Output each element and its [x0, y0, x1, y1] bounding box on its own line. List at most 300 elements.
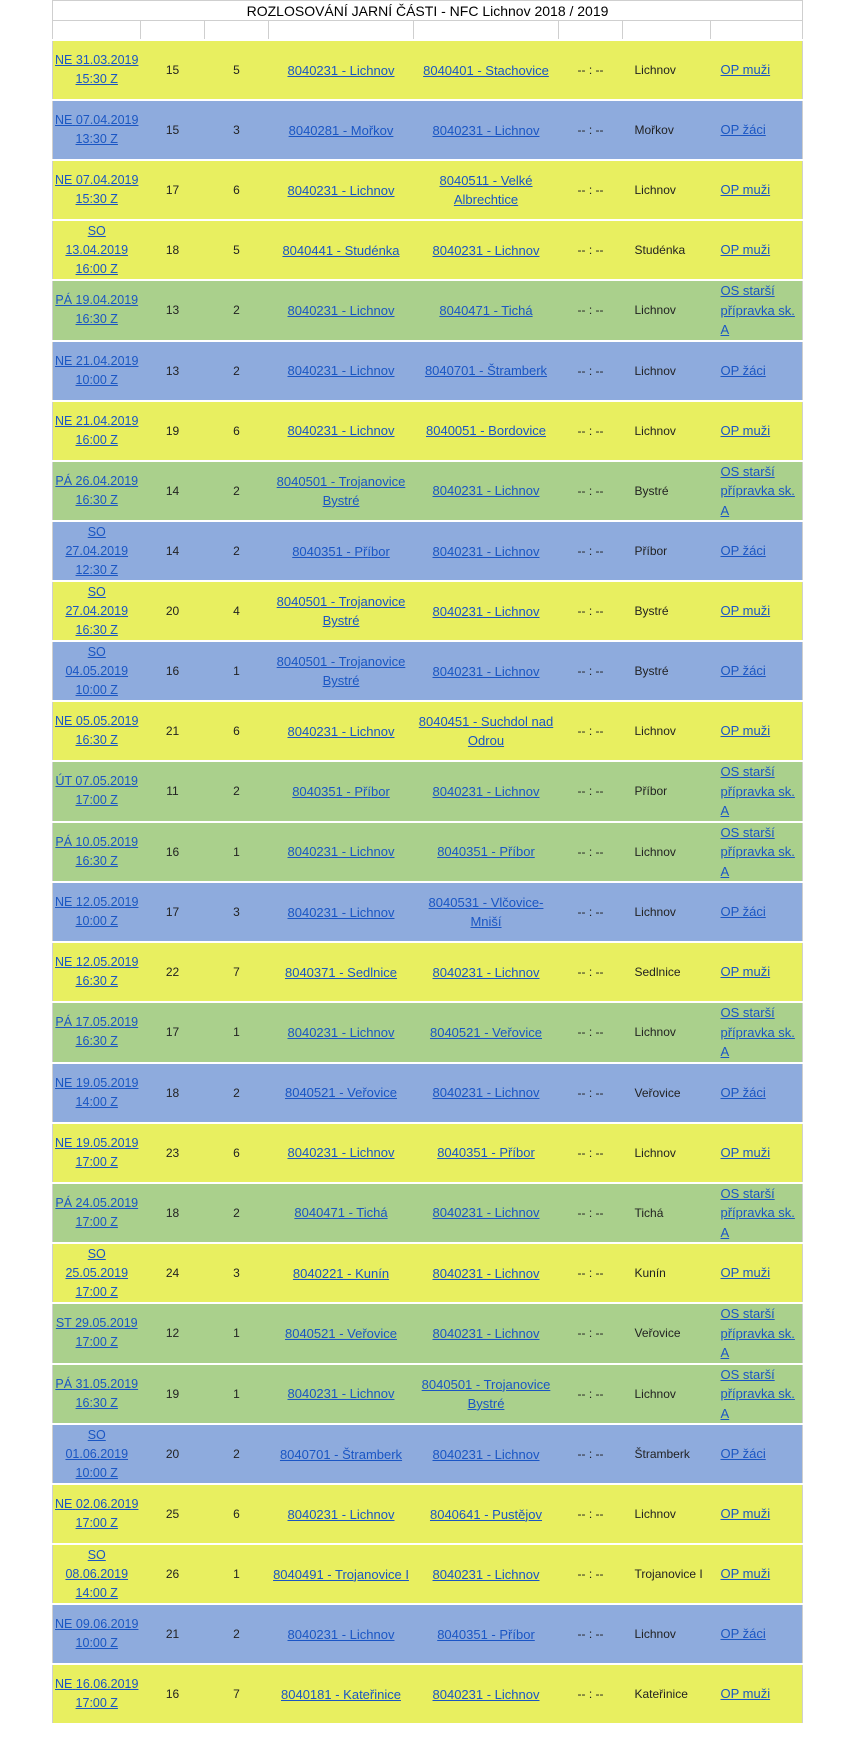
- score-cell: -- : --: [559, 1364, 623, 1425]
- schedule-body: [53, 1, 803, 1724]
- away-team-link[interactable]: 8040501 - Trojanovice Bystré: [421, 1376, 551, 1411]
- round-cell: 22: [141, 942, 205, 1002]
- home-team-cell: [269, 701, 414, 761]
- match-date-link[interactable]: [55, 955, 138, 988]
- match-day: PÁ: [55, 473, 73, 488]
- home-team-link[interactable]: 8040521 - Veřovice: [284, 1085, 398, 1100]
- venue-cell: Kateřinice: [623, 1664, 711, 1723]
- away-team-link[interactable]: 8040231 - Lichnov: [432, 783, 540, 799]
- category-link[interactable]: OP žáci: [720, 1446, 766, 1462]
- header-cell: [623, 21, 711, 41]
- away-team-cell: [414, 1002, 559, 1063]
- score-cell: -- : --: [559, 1243, 623, 1303]
- match-row: [53, 1364, 803, 1425]
- category-link[interactable]: OP žáci: [720, 904, 766, 920]
- match-day: PÁ: [55, 1195, 73, 1210]
- date-cell: [53, 1664, 141, 1723]
- home-team-link[interactable]: 8040231 - Lichnov: [287, 723, 395, 739]
- venue-cell: Kunín: [623, 1243, 711, 1303]
- match-time: 15:30 Z: [75, 192, 118, 206]
- match-day: NE: [55, 895, 73, 909]
- match-number-cell: 6: [205, 1484, 269, 1544]
- away-team-link[interactable]: 8040231 - Lichnov: [432, 964, 540, 980]
- match-time: 17:00 Z: [75, 1335, 118, 1350]
- match-date-link[interactable]: [65, 1428, 128, 1480]
- match-time: 17:00 Z: [75, 793, 118, 808]
- match-time: 16:00 Z: [75, 432, 118, 447]
- match-number-cell: 2: [205, 1424, 269, 1484]
- away-team-link[interactable]: 8040451 - Suchdol nad Odrou: [418, 714, 554, 748]
- home-team-cell: [269, 1183, 414, 1244]
- away-team-cell: [414, 1123, 559, 1183]
- match-date: 27.04.2019: [65, 603, 129, 618]
- score-cell: -- : --: [559, 882, 623, 942]
- match-date-link[interactable]: [55, 354, 138, 387]
- match-day: ST: [55, 1316, 72, 1331]
- category-cell: [711, 1664, 803, 1723]
- away-team-cell: [414, 641, 559, 701]
- match-day: SO: [87, 524, 106, 539]
- header-cell: [205, 21, 269, 41]
- away-team-link[interactable]: 8040231 - Lichnov: [432, 1446, 540, 1462]
- match-date-link[interactable]: [55, 113, 138, 146]
- score-cell: -- : --: [559, 401, 623, 461]
- match-time: 14:00 Z: [75, 1585, 118, 1600]
- venue-cell: Lichnov: [623, 280, 711, 341]
- away-team-cell: [414, 1303, 559, 1364]
- date-cell: [53, 1123, 141, 1183]
- category-link[interactable]: OS starší přípravka sk. A: [720, 764, 795, 818]
- match-date-link[interactable]: [65, 1548, 128, 1600]
- away-team-cell: [414, 581, 559, 641]
- date-cell: [53, 1424, 141, 1484]
- match-row: [53, 1303, 803, 1364]
- category-link[interactable]: OP žáci: [720, 1626, 766, 1642]
- match-number-cell: 6: [205, 401, 269, 461]
- score-cell: -- : --: [559, 1484, 623, 1544]
- away-team-link[interactable]: 8040521 - Veřovice: [429, 1024, 543, 1040]
- away-team-cell: [414, 822, 559, 883]
- match-date: 09.06.2019: [75, 1617, 139, 1631]
- match-date-link[interactable]: [55, 1196, 138, 1229]
- away-team-link[interactable]: 8040231 - Lichnov: [432, 1265, 540, 1281]
- venue-cell: Lichnov: [623, 160, 711, 220]
- category-link[interactable]: OS starší přípravka sk. A: [720, 1366, 795, 1421]
- home-team-cell: [269, 1364, 414, 1425]
- match-number-cell: 3: [205, 1243, 269, 1303]
- away-team-link[interactable]: 8040701 - Štramberk: [424, 363, 548, 378]
- match-day: NE: [55, 1617, 73, 1631]
- match-date-link[interactable]: [55, 173, 138, 206]
- home-team-link[interactable]: 8040471 - Tichá: [294, 1205, 388, 1221]
- match-number-cell: 2: [205, 521, 269, 581]
- match-number-cell: 2: [205, 280, 269, 341]
- match-date-link[interactable]: [65, 645, 128, 697]
- category-link[interactable]: OS starší přípravka sk. A: [720, 1005, 795, 1059]
- match-time: 16:30 Z: [75, 1034, 118, 1049]
- round-cell: 16: [141, 1664, 205, 1723]
- match-date-link[interactable]: [55, 293, 138, 326]
- category-link[interactable]: OP muži: [720, 603, 771, 619]
- category-cell: [711, 280, 803, 341]
- score-cell: -- : --: [559, 1183, 623, 1244]
- category-link[interactable]: OP muži: [720, 182, 771, 198]
- score-cell: -- : --: [559, 461, 623, 522]
- match-day: NE: [55, 1497, 73, 1511]
- home-team-link[interactable]: 8040231 - Lichnov: [287, 1145, 395, 1160]
- venue-cell: Lichnov: [623, 341, 711, 401]
- home-team-link[interactable]: 8040231 - Lichnov: [287, 62, 395, 78]
- round-cell: 21: [141, 1604, 205, 1664]
- score-cell: -- : --: [559, 341, 623, 401]
- match-date-link[interactable]: [56, 774, 138, 807]
- match-row: [53, 100, 803, 160]
- venue-cell: Lichnov: [623, 1002, 711, 1063]
- match-row: [53, 1484, 803, 1544]
- category-link[interactable]: OP žáci: [720, 663, 766, 679]
- date-cell: [53, 822, 141, 883]
- category-link[interactable]: OP muži: [720, 1265, 771, 1281]
- match-date: 07.05.2019: [75, 774, 138, 789]
- match-number-cell: 1: [205, 822, 269, 883]
- match-date-link[interactable]: [65, 525, 128, 577]
- match-date-link[interactable]: [55, 1677, 138, 1710]
- home-team-link[interactable]: 8040501 - Trojanovice Bystré: [276, 594, 406, 628]
- away-team-link[interactable]: 8040231 - Lichnov: [432, 1085, 540, 1100]
- category-link[interactable]: OS starší přípravka sk. A: [720, 463, 795, 518]
- match-date-link[interactable]: [56, 1316, 138, 1349]
- category-cell: [711, 40, 803, 100]
- title-row: [53, 1, 803, 21]
- away-team-link[interactable]: 8040051 - Bordovice: [426, 423, 546, 438]
- category-cell: [711, 942, 803, 1002]
- match-date: 10.05.2019: [75, 834, 139, 849]
- away-team-cell: [414, 1364, 559, 1425]
- match-number-cell: 2: [205, 341, 269, 401]
- home-team-link[interactable]: 8040231 - Lichnov: [287, 182, 395, 198]
- match-date-link[interactable]: [55, 714, 138, 747]
- home-team-link[interactable]: 8040181 - Kateřinice: [281, 1686, 401, 1702]
- match-day: NE: [55, 955, 73, 969]
- match-row: [53, 1604, 803, 1664]
- category-link[interactable]: OP muži: [720, 1686, 771, 1702]
- away-team-cell: [414, 1604, 559, 1664]
- away-team-link[interactable]: 8040231 - Lichnov: [432, 663, 540, 679]
- home-team-link[interactable]: 8040371 - Sedlnice: [284, 964, 398, 980]
- match-number-cell: 5: [205, 220, 269, 280]
- home-team-cell: [269, 1664, 414, 1723]
- round-cell: 15: [141, 40, 205, 100]
- match-number-cell: 2: [205, 1604, 269, 1664]
- match-date-link[interactable]: [55, 1015, 138, 1048]
- score-cell: -- : --: [559, 220, 623, 280]
- date-cell: [53, 1002, 141, 1063]
- away-team-link[interactable]: 8040351 - Příbor: [437, 844, 535, 860]
- home-team-link[interactable]: 8040231 - Lichnov: [287, 423, 395, 438]
- match-date-link[interactable]: [65, 585, 128, 637]
- match-date-link[interactable]: [55, 1497, 138, 1530]
- away-team-link[interactable]: 8040231 - Lichnov: [432, 1686, 540, 1702]
- match-row: [53, 341, 803, 401]
- match-time: 17:00 Z: [75, 1154, 118, 1169]
- away-team-link[interactable]: 8040511 - Velké Albrechtice: [439, 173, 533, 207]
- category-cell: [711, 1063, 803, 1123]
- away-team-cell: [414, 220, 559, 280]
- category-cell: [711, 341, 803, 401]
- away-team-link[interactable]: 8040231 - Lichnov: [432, 122, 540, 138]
- category-link[interactable]: OP žáci: [720, 1084, 766, 1100]
- round-cell: 16: [141, 641, 205, 701]
- score-cell: -- : --: [559, 1123, 623, 1183]
- venue-cell: Sedlnice: [623, 942, 711, 1002]
- match-time: 13:30 Z: [75, 132, 118, 146]
- away-team-link[interactable]: 8040531 - Vlčovice-Mniší: [428, 895, 544, 929]
- match-row: [53, 1123, 803, 1183]
- date-cell: [53, 1183, 141, 1244]
- category-cell: [711, 1243, 803, 1303]
- date-cell: [53, 401, 141, 461]
- home-team-link[interactable]: 8040231 - Lichnov: [287, 1506, 395, 1522]
- away-team-link[interactable]: 8040641 - Pustějov: [429, 1506, 543, 1522]
- venue-cell: Lichnov: [623, 40, 711, 100]
- round-cell: 13: [141, 280, 205, 341]
- category-cell: [711, 761, 803, 822]
- date-cell: [53, 1303, 141, 1364]
- home-team-link[interactable]: 8040231 - Lichnov: [287, 1024, 395, 1040]
- home-team-link[interactable]: 8040281 - Mořkov: [288, 122, 394, 138]
- category-cell: [711, 461, 803, 522]
- round-cell: 14: [141, 461, 205, 522]
- date-cell: [53, 1364, 141, 1425]
- match-row: [53, 521, 803, 581]
- score-cell: -- : --: [559, 1604, 623, 1664]
- away-team-cell: [414, 1424, 559, 1484]
- match-number-cell: 1: [205, 1364, 269, 1425]
- home-team-link[interactable]: 8040501 - Trojanovice Bystré: [276, 473, 406, 508]
- category-link[interactable]: OP žáci: [720, 122, 766, 138]
- away-team-cell: [414, 280, 559, 341]
- away-team-cell: [414, 521, 559, 581]
- away-team-link[interactable]: 8040231 - Lichnov: [432, 1205, 540, 1221]
- home-team-link[interactable]: 8040701 - Štramberk: [279, 1446, 403, 1462]
- date-cell: [53, 220, 141, 280]
- away-team-link[interactable]: 8040231 - Lichnov: [432, 242, 540, 258]
- category-link[interactable]: OP žáci: [720, 362, 766, 378]
- venue-cell: Veřovice: [623, 1303, 711, 1364]
- home-team-link[interactable]: 8040231 - Lichnov: [287, 302, 395, 318]
- match-day: PÁ: [55, 834, 73, 849]
- match-date: 25.05.2019: [65, 1265, 129, 1280]
- match-date-link[interactable]: [55, 53, 138, 86]
- match-row: [53, 1183, 803, 1244]
- away-team-cell: [414, 761, 559, 822]
- home-team-link[interactable]: 8040231 - Lichnov: [287, 363, 395, 378]
- date-cell: [53, 942, 141, 1002]
- away-team-cell: [414, 1243, 559, 1303]
- home-team-cell: [269, 822, 414, 883]
- date-cell: [53, 581, 141, 641]
- match-number-cell: 6: [205, 701, 269, 761]
- home-team-link[interactable]: 8040231 - Lichnov: [287, 1626, 395, 1642]
- category-link[interactable]: OS starší přípravka sk. A: [720, 824, 795, 879]
- match-number-cell: 6: [205, 160, 269, 220]
- round-cell: 17: [141, 160, 205, 220]
- match-row: [53, 701, 803, 761]
- match-date: 26.04.2019: [75, 473, 139, 488]
- away-team-link[interactable]: 8040231 - Lichnov: [432, 1325, 540, 1341]
- home-team-link[interactable]: 8040231 - Lichnov: [287, 844, 395, 860]
- venue-cell: Studénka: [623, 220, 711, 280]
- category-cell: [711, 401, 803, 461]
- away-team-cell: [414, 401, 559, 461]
- venue-cell: Lichnov: [623, 822, 711, 883]
- away-team-link[interactable]: 8040231 - Lichnov: [432, 543, 540, 559]
- away-team-cell: [414, 1063, 559, 1123]
- match-date-link[interactable]: [55, 895, 138, 928]
- match-number-cell: 1: [205, 1002, 269, 1063]
- match-row: [53, 280, 803, 341]
- category-link[interactable]: OP muži: [720, 62, 771, 78]
- match-date-link[interactable]: [55, 1076, 138, 1109]
- category-cell: [711, 581, 803, 641]
- score-cell: -- : --: [559, 641, 623, 701]
- category-link[interactable]: OP žáci: [720, 543, 766, 559]
- score-cell: -- : --: [559, 521, 623, 581]
- match-date: 24.05.2019: [75, 1195, 139, 1210]
- category-link[interactable]: OS starší přípravka sk. A: [720, 1306, 795, 1360]
- category-link[interactable]: OS starší přípravka sk. A: [720, 1185, 795, 1240]
- score-cell: -- : --: [559, 822, 623, 883]
- score-cell: -- : --: [559, 761, 623, 822]
- category-link[interactable]: OP muži: [720, 964, 771, 980]
- match-row: [53, 822, 803, 883]
- date-cell: [53, 461, 141, 522]
- date-cell: [53, 341, 141, 401]
- category-link[interactable]: OS starší přípravka sk. A: [720, 283, 795, 337]
- home-team-link[interactable]: 8040441 - Studénka: [282, 242, 400, 258]
- match-date: 19.05.2019: [75, 1135, 139, 1150]
- round-cell: 11: [141, 761, 205, 822]
- category-link[interactable]: OP muži: [720, 1506, 771, 1522]
- home-team-link[interactable]: 8040351 - Příbor: [292, 783, 390, 799]
- home-team-cell: [269, 461, 414, 522]
- match-date: 07.04.2019: [75, 173, 139, 187]
- date-cell: [53, 882, 141, 942]
- match-row: [53, 401, 803, 461]
- home-team-link[interactable]: 8040231 - Lichnov: [287, 1386, 395, 1402]
- home-team-cell: [269, 761, 414, 822]
- venue-cell: Lichnov: [623, 882, 711, 942]
- match-number-cell: 1: [205, 1544, 269, 1604]
- match-date-link[interactable]: [65, 1247, 128, 1299]
- match-time: 16:30 Z: [75, 312, 118, 327]
- score-cell: -- : --: [559, 1002, 623, 1063]
- match-row: [53, 160, 803, 220]
- round-cell: 18: [141, 1183, 205, 1244]
- venue-cell: Lichnov: [623, 401, 711, 461]
- match-number-cell: 1: [205, 641, 269, 701]
- header-cell: [559, 21, 623, 41]
- home-team-link[interactable]: 8040231 - Lichnov: [287, 904, 395, 920]
- match-date-link[interactable]: [65, 224, 128, 276]
- round-cell: 19: [141, 401, 205, 461]
- away-team-link[interactable]: 8040351 - Příbor: [437, 1145, 535, 1160]
- venue-cell: Lichnov: [623, 701, 711, 761]
- date-cell: [53, 1544, 141, 1604]
- category-link[interactable]: OP muži: [720, 723, 771, 739]
- match-number-cell: 2: [205, 761, 269, 822]
- category-link[interactable]: OP muži: [720, 242, 771, 258]
- home-team-link[interactable]: 8040351 - Příbor: [292, 543, 390, 559]
- score-cell: -- : --: [559, 1544, 623, 1604]
- away-team-link[interactable]: 8040231 - Lichnov: [432, 603, 540, 619]
- venue-cell: Mořkov: [623, 100, 711, 160]
- score-cell: -- : --: [559, 581, 623, 641]
- round-cell: 23: [141, 1123, 205, 1183]
- home-team-cell: [269, 1063, 414, 1123]
- match-date: 21.04.2019: [75, 413, 139, 428]
- category-cell: [711, 882, 803, 942]
- away-team-link[interactable]: 8040351 - Příbor: [437, 1626, 535, 1642]
- away-team-link[interactable]: 8040401 - Stachovice: [423, 62, 549, 78]
- match-date-link[interactable]: [55, 1377, 138, 1410]
- match-time: 16:30 Z: [75, 733, 118, 747]
- category-link[interactable]: OP muži: [720, 1566, 771, 1582]
- match-time: 17:00 Z: [75, 1516, 118, 1530]
- category-cell: [711, 1303, 803, 1364]
- match-date-link[interactable]: [55, 1136, 138, 1169]
- category-cell: [711, 1544, 803, 1604]
- match-number-cell: 3: [205, 882, 269, 942]
- round-cell: 18: [141, 1063, 205, 1123]
- away-team-cell: [414, 1664, 559, 1723]
- home-team-cell: [269, 521, 414, 581]
- away-team-link[interactable]: 8040231 - Lichnov: [432, 483, 540, 499]
- away-team-link[interactable]: 8040231 - Lichnov: [432, 1566, 540, 1582]
- match-date-link[interactable]: [55, 474, 138, 507]
- home-team-link[interactable]: 8040521 - Veřovice: [284, 1325, 398, 1341]
- home-team-cell: [269, 160, 414, 220]
- match-date-link[interactable]: [55, 414, 138, 447]
- match-number-cell: 3: [205, 100, 269, 160]
- match-day: NE: [55, 173, 73, 187]
- category-cell: [711, 1002, 803, 1063]
- match-number-cell: 5: [205, 40, 269, 100]
- away-team-link[interactable]: 8040471 - Tichá: [439, 302, 533, 318]
- score-cell: -- : --: [559, 100, 623, 160]
- away-team-cell: [414, 1484, 559, 1544]
- match-date: 29.05.2019: [75, 1316, 138, 1331]
- match-date: 31.03.2019: [75, 53, 139, 67]
- home-team-cell: [269, 341, 414, 401]
- category-link[interactable]: OP muži: [720, 1144, 771, 1160]
- date-cell: [53, 100, 141, 160]
- home-team-link[interactable]: 8040221 - Kunín: [292, 1265, 390, 1281]
- match-date-link[interactable]: [55, 835, 138, 868]
- home-team-cell: [269, 401, 414, 461]
- score-cell: -- : --: [559, 1303, 623, 1364]
- match-date-link[interactable]: [55, 1617, 138, 1650]
- category-link[interactable]: OP muži: [720, 422, 771, 438]
- home-team-link[interactable]: 8040491 - Trojanovice I: [273, 1566, 409, 1582]
- match-date: 01.06.2019: [65, 1446, 129, 1461]
- home-team-link[interactable]: 8040501 - Trojanovice Bystré: [276, 654, 406, 688]
- date-cell: [53, 40, 141, 100]
- date-cell: [53, 160, 141, 220]
- match-date: 16.06.2019: [75, 1677, 139, 1691]
- match-date: 19.04.2019: [75, 293, 139, 308]
- category-cell: [711, 1424, 803, 1484]
